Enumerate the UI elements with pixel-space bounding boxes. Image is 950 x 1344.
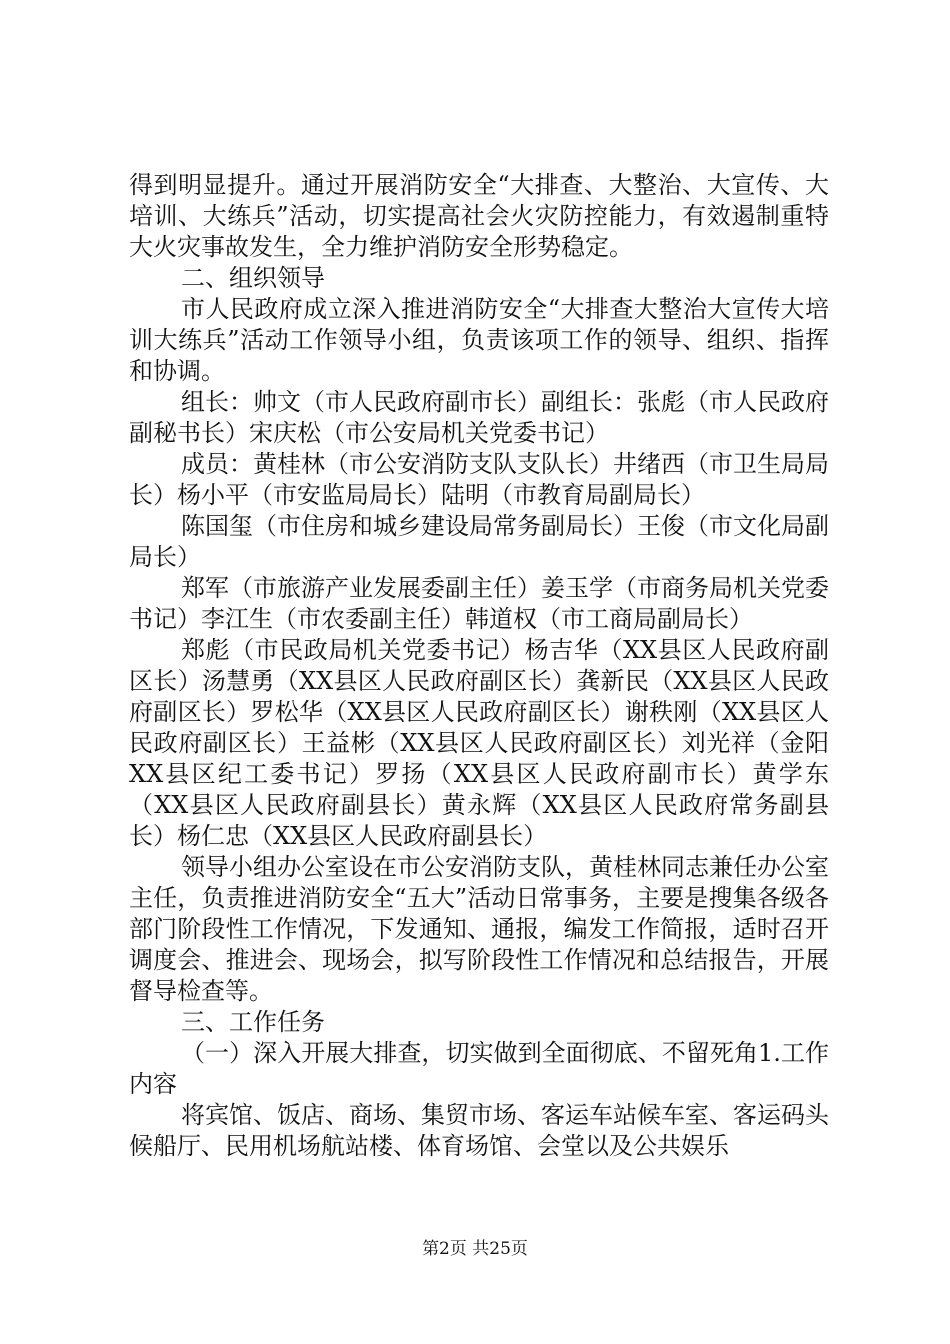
section-heading: 三、工作任务 (181, 1008, 325, 1036)
page-footer (0, 1238, 950, 1260)
paragraph: 领导小组办公室设在市公安消防支队，黄桂林同志兼任办公室主任，负责推进消防安全“五大”活动日常事务，主要是搜集各级各部门阶段性工作情况，下发通知、通报，编发工作简报，适时召开调度会、推进会、现场会，拟写阶段性工作情况和总结报告，开展督导检查等。 (129, 853, 829, 1005)
paragraph: 市人民政府成立深入推进消防安全“大排查大整治大宣传大培训大练兵”活动工作领导小组，负责该项工作的领导、组织、指挥和协调。 (129, 295, 829, 385)
subsection-heading: （一）深入开展大排查，切实做到全面彻底、不留死角1.工作内容 (129, 1039, 829, 1098)
paragraph: 将宾馆、饭店、商场、集贸市场、客运车站候车室、客运码头候船厅、民用机场航站楼、体育场馆、会堂以及公共娱乐 (129, 1101, 829, 1160)
paragraph: 得到明显提升。通过开展消防安全“大排查、大整治、大宣传、大培训、大练兵”活动，切实提高社会火灾防控能力，有效遏制重特大火灾事故发生，全力维护消防安全形势稳定。 (129, 171, 829, 261)
document-body (129, 170, 829, 1162)
paragraph: 郑军（市旅游产业发展委副主任）姜玉学（市商务局机关党委书记）李江生（市农委副主任）韩道权（市工商局副局长） (129, 574, 829, 633)
paragraph: 陈国玺（市住房和城乡建设局常务副局长）王俊（市文化局副局长） (129, 512, 829, 571)
paragraph: 成员：黄桂林（市公安消防支队支队长）井绪西（市卫生局局长）杨小平（市安监局局长）陆明（市教育局副局长） (129, 450, 829, 509)
section-heading: 二、组织领导 (181, 264, 325, 292)
paragraph: 郑彪（市民政局机关党委书记）杨吉华（XX县区人民政府副区长）汤慧勇（XX县区人民政府副区长）龚新民（XX县区人民政府副区长）罗松华（XX县区人民政府副区长）谢秩刚（XX县区人民政府副区长）王益彬（XX县区人民政府副区长）刘光祥（金阳XX县区纪工委书记）罗扬（XX县区人民政府副市长）黄学东（XX县区人民政府副县长）黄永辉（XX县区人民政府常务副县长）杨仁忠（XX县区人民政府副县长） (129, 636, 829, 850)
page-number: 第2页 共25页 (422, 1239, 528, 1259)
paragraph: 组长：帅文（市人民政府副市长）副组长：张彪（市人民政府副秘书长）宋庆松（市公安局机关党委书记） (129, 388, 829, 447)
